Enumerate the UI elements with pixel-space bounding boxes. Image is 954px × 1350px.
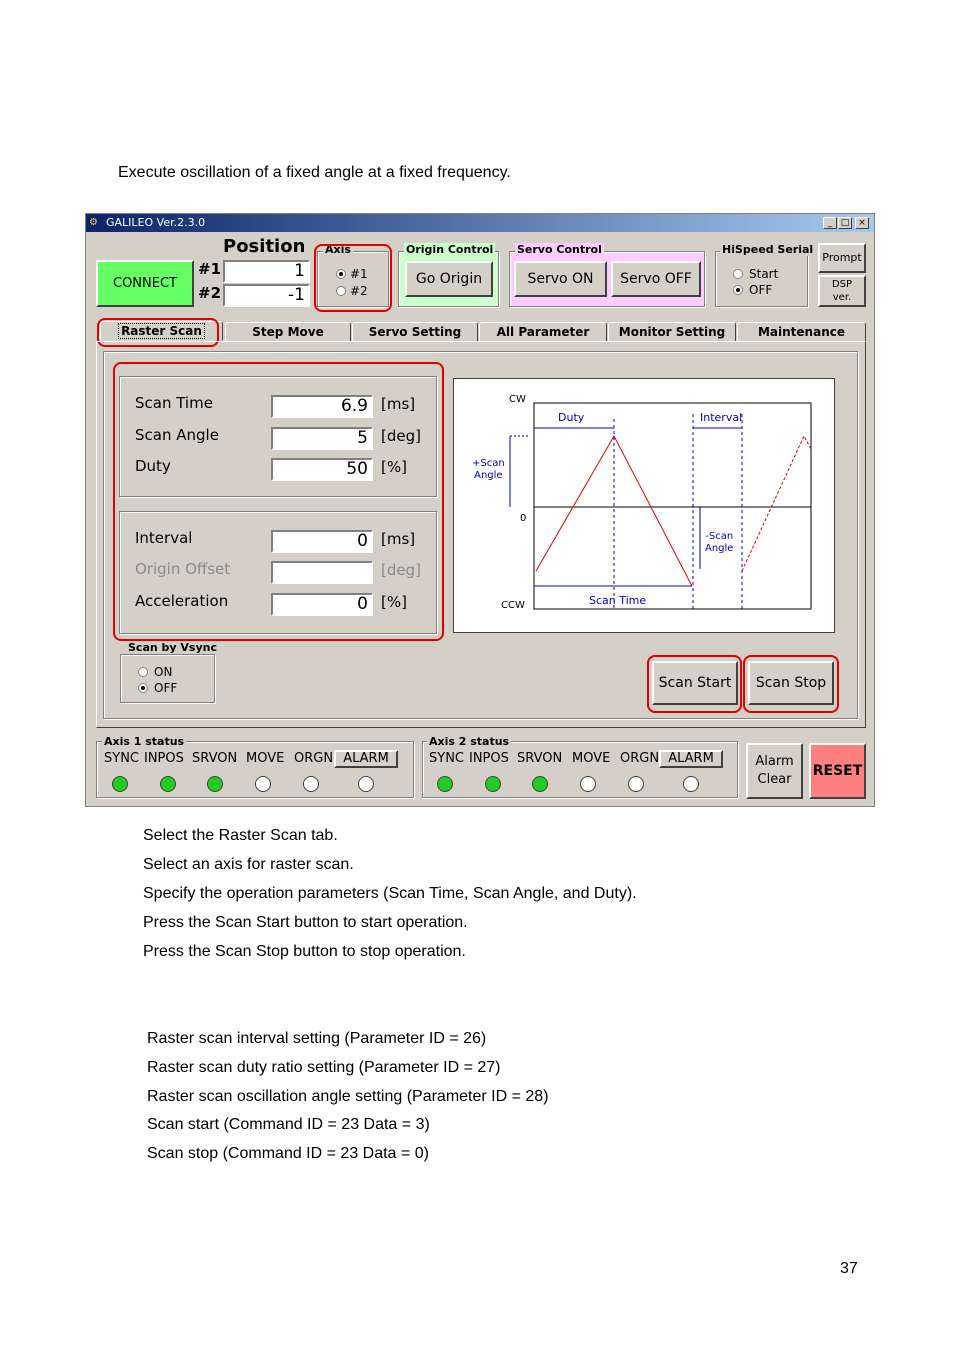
axis1-sync-label: SYNC bbox=[104, 751, 139, 766]
axis2-orgn-label: ORGN bbox=[620, 751, 660, 766]
hispeed-radio-off[interactable] bbox=[733, 285, 743, 295]
duty-diagram-label: Duty bbox=[558, 411, 585, 424]
vsync-radio-off[interactable] bbox=[138, 683, 148, 693]
axis2-move-led bbox=[580, 776, 596, 792]
axis1-alarm-led bbox=[358, 776, 374, 792]
dsp-ver-label: ver. bbox=[832, 292, 852, 303]
servo-off-button[interactable]: Servo OFF bbox=[611, 261, 701, 297]
hispeed-radio-start[interactable] bbox=[733, 269, 743, 279]
step-3: Specify the operation parameters (Scan Time, Scan Angle, and Duty). bbox=[143, 885, 637, 902]
scan-time-unit: [ms] bbox=[381, 395, 416, 413]
origin-offset-field[interactable] bbox=[271, 561, 373, 584]
scan-time-diagram-label: Scan Time bbox=[589, 594, 647, 607]
acceleration-label: Acceleration bbox=[135, 592, 229, 610]
zero-label: 0 bbox=[520, 513, 527, 524]
minus-scan-text: -Scan bbox=[705, 531, 734, 542]
scan-waveform-diagram bbox=[453, 378, 835, 633]
axis-option-2: #2 bbox=[350, 284, 368, 298]
tab-raster-scan[interactable] bbox=[100, 321, 223, 341]
position-field-2: -1 bbox=[223, 284, 310, 307]
axis-radio-1[interactable] bbox=[336, 269, 346, 279]
tab-maintenance[interactable]: Maintenance bbox=[737, 322, 866, 342]
go-origin-button[interactable]: Go Origin bbox=[405, 261, 493, 297]
duty-label: Duty bbox=[135, 457, 171, 475]
plus-scan-angle-label bbox=[472, 458, 505, 482]
axis1-inpos-label: INPOS bbox=[144, 751, 184, 766]
app-icon: ⚙ bbox=[89, 217, 98, 228]
origin-offset-label: Origin Offset bbox=[135, 560, 231, 578]
plot-frame bbox=[534, 403, 811, 609]
duty-unit: [%] bbox=[381, 458, 407, 476]
position-title: Position bbox=[223, 236, 306, 257]
axis1-alarm-button[interactable]: ALARM bbox=[334, 750, 398, 768]
cw-label: CW bbox=[509, 394, 526, 405]
vsync-option-off: OFF bbox=[154, 681, 178, 695]
param-item-5: Scan stop (Command ID = 23 Data = 0) bbox=[147, 1145, 429, 1162]
connect-button[interactable]: CONNECT bbox=[96, 260, 194, 307]
hispeed-option-start: Start bbox=[749, 267, 779, 281]
plus-angle-text: Angle bbox=[474, 470, 503, 481]
position-label-2: #2 bbox=[198, 284, 222, 302]
vsync-option-on: ON bbox=[154, 665, 173, 679]
dsp-label: DSP bbox=[831, 279, 853, 290]
tab-step-move[interactable]: Step Move bbox=[225, 322, 351, 342]
dsp-version-button[interactable] bbox=[818, 275, 866, 307]
vsync-radio-on[interactable] bbox=[138, 667, 148, 677]
step-4: Press the Scan Start button to start operation. bbox=[143, 914, 468, 931]
alarm-clear-line1: Alarm bbox=[755, 754, 794, 769]
axis1-move-label: MOVE bbox=[246, 751, 285, 766]
plus-scan-text: +Scan bbox=[472, 458, 505, 469]
axis2-alarm-led bbox=[683, 776, 699, 792]
axis1-orgn-label: ORGN bbox=[294, 751, 334, 766]
interval-field[interactable]: 0 bbox=[271, 530, 373, 553]
page-number: 37 bbox=[840, 1260, 858, 1277]
tab-monitor-setting[interactable]: Monitor Setting bbox=[608, 322, 736, 342]
minimize-icon[interactable]: _ bbox=[823, 217, 837, 229]
scan-stop-button[interactable]: Scan Stop bbox=[748, 661, 834, 705]
step-1: Select the Raster Scan tab. bbox=[143, 827, 338, 844]
interval-diagram-label: Interval bbox=[700, 411, 743, 424]
axis1-move-led bbox=[255, 776, 271, 792]
title-bar bbox=[86, 214, 874, 232]
axis1-orgn-led bbox=[303, 776, 319, 792]
next-scan-waveform bbox=[742, 436, 811, 571]
vsync-title: Scan by Vsync bbox=[128, 641, 217, 654]
axis-radio-2[interactable] bbox=[336, 286, 346, 296]
minus-scan-angle-label bbox=[705, 531, 733, 555]
intro-text: Execute oscillation of a fixed angle at a fixed frequency. bbox=[118, 164, 511, 181]
axis1-srvon-label: SRVON bbox=[192, 751, 238, 766]
servo-control-title: Servo Control bbox=[517, 243, 602, 256]
galileo-window bbox=[85, 213, 875, 807]
axis-option-1: #1 bbox=[350, 267, 368, 281]
hispeed-serial-title: HiSpeed Serial bbox=[722, 243, 814, 256]
tab-raster-scan-label: Raster Scan bbox=[118, 323, 205, 339]
axis2-orgn-led bbox=[628, 776, 644, 792]
param-item-1: Raster scan interval setting (Parameter ID = 26) bbox=[147, 1030, 487, 1047]
step-5: Press the Scan Stop button to stop operation. bbox=[143, 943, 466, 960]
param-item-2: Raster scan duty ratio setting (Parameter ID = 27) bbox=[147, 1059, 501, 1076]
reset-button[interactable]: RESET bbox=[809, 743, 866, 799]
scan-time-field[interactable]: 6.9 bbox=[271, 395, 373, 418]
servo-on-button[interactable]: Servo ON bbox=[514, 261, 607, 297]
scan-time-label: Scan Time bbox=[135, 394, 213, 412]
maximize-icon[interactable]: □ bbox=[838, 217, 852, 229]
axis2-sync-led bbox=[437, 776, 453, 792]
axis2-inpos-label: INPOS bbox=[469, 751, 509, 766]
interval-unit: [ms] bbox=[381, 530, 416, 548]
tab-all-parameter[interactable]: All Parameter bbox=[479, 322, 607, 342]
param-item-4: Scan start (Command ID = 23 Data = 3) bbox=[147, 1116, 430, 1133]
axis2-srvon-led bbox=[532, 776, 548, 792]
scan-angle-unit: [deg] bbox=[381, 427, 421, 445]
scan-start-button[interactable]: Scan Start bbox=[652, 661, 738, 705]
prompt-button[interactable]: Prompt bbox=[818, 243, 866, 273]
axis2-move-label: MOVE bbox=[572, 751, 611, 766]
axis-title: Axis bbox=[325, 243, 351, 256]
step-2: Select an axis for raster scan. bbox=[143, 856, 354, 873]
window-title: GALILEO Ver.2.3.0 bbox=[106, 216, 206, 229]
ccw-label: CCW bbox=[501, 600, 525, 611]
close-icon[interactable]: × bbox=[855, 217, 869, 229]
tab-servo-setting[interactable]: Servo Setting bbox=[352, 322, 478, 342]
alarm-clear-button[interactable] bbox=[746, 743, 803, 799]
origin-offset-unit: [deg] bbox=[381, 561, 421, 579]
axis2-sync-label: SYNC bbox=[429, 751, 464, 766]
alarm-clear-line2: Clear bbox=[757, 772, 792, 787]
minus-angle-text: Angle bbox=[705, 543, 734, 554]
axis1-status-title: Axis 1 status bbox=[104, 735, 185, 748]
axis2-srvon-label: SRVON bbox=[517, 751, 563, 766]
axis2-alarm-button[interactable]: ALARM bbox=[659, 750, 723, 768]
acceleration-unit: [%] bbox=[381, 593, 407, 611]
duty-field[interactable]: 50 bbox=[271, 458, 373, 481]
position-field-1: 1 bbox=[223, 260, 310, 283]
axis1-srvon-led bbox=[207, 776, 223, 792]
acceleration-field[interactable]: 0 bbox=[271, 593, 373, 616]
param-item-3: Raster scan oscillation angle setting (Parameter ID = 28) bbox=[147, 1088, 549, 1105]
axis2-status-title: Axis 2 status bbox=[429, 735, 510, 748]
axis1-inpos-led bbox=[160, 776, 176, 792]
axis1-sync-led bbox=[112, 776, 128, 792]
axis2-inpos-led bbox=[485, 776, 501, 792]
scan-angle-field[interactable]: 5 bbox=[271, 427, 373, 450]
origin-control-title: Origin Control bbox=[406, 243, 494, 256]
interval-label: Interval bbox=[135, 529, 193, 547]
scan-angle-label: Scan Angle bbox=[135, 426, 219, 444]
hispeed-option-off: OFF bbox=[749, 283, 773, 297]
position-label-1: #1 bbox=[198, 260, 222, 278]
